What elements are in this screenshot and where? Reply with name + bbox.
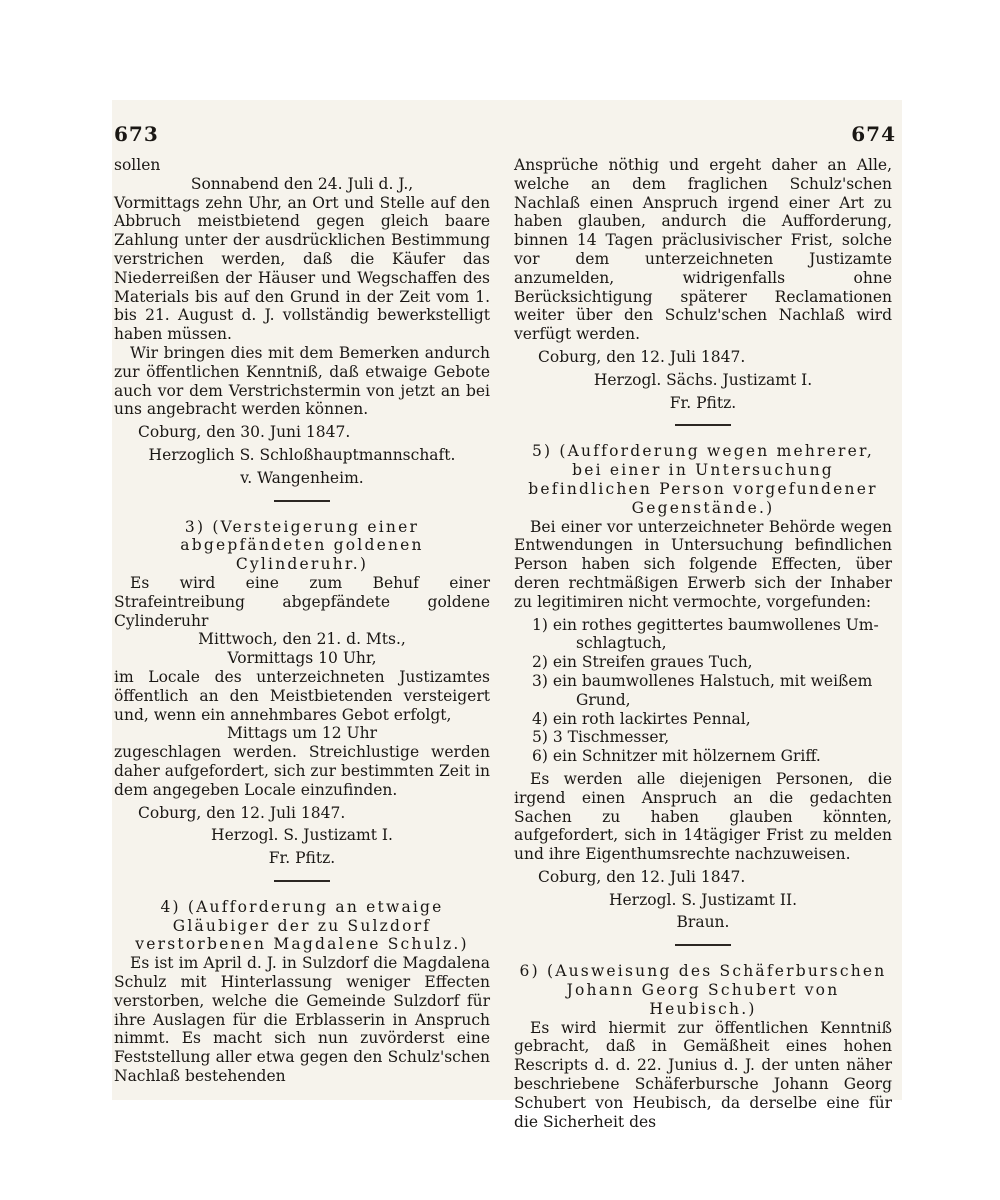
right-column bbox=[514, 156, 892, 1131]
paragraph: zugeschlagen werden. Streichlustige werden daher aufgefordert, sich zur bestimmten Zeit in dem angegeben Locale einzufinden. bbox=[114, 743, 490, 799]
item-list bbox=[514, 616, 892, 766]
list-item: 1) ein rothes gegittertes baumwollenes Um- bbox=[532, 615, 879, 634]
authority-signature: Herzoglich S. Schloßhauptmannschaft. bbox=[148, 445, 456, 464]
page-number-right: 674 bbox=[851, 122, 896, 146]
notice-heading: 4) (Aufforderung an etwaige Gläubiger der zu Sulzdorf verstorbenen Magdalene Schulz.) bbox=[135, 897, 469, 954]
authority-signature: Herzogl. Sächs. Justizamt I. bbox=[593, 370, 813, 389]
section-divider bbox=[274, 500, 330, 502]
signatory-name: Fr. Pfitz. bbox=[669, 393, 737, 412]
list-item: 6) ein Schnitzer mit hölzernem Griff. bbox=[532, 747, 821, 766]
section-divider bbox=[274, 880, 330, 882]
paragraph: Es wird eine zum Behuf einer Strafeintreibung abgepfändete goldene Cylinderuhr bbox=[114, 573, 490, 630]
signatory-name: v. Wangenheim. bbox=[240, 468, 364, 487]
paragraph: Es ist im April d. J. in Sulzdorf die Magdalena Schulz mit Hinterlassung weniger Effecten verstorben, welche die Gemeinde Sulzdorf für ihre Auslagen für die Erblasserin in Anspruch nimmt. Es macht sich nun zuvörderst eine Feststellung aller etwa gegen den Schulz'schen Nachlaß bestehenden bbox=[114, 954, 490, 1086]
paragraph: Vormittags zehn Uhr, an Ort und Stelle auf den Abbruch meistbietend gegen gleich baare Zahlung unter der ausdrücklichen Bestimmung verstrichen werden, daß die Käufer das Niederreißen der Häuser und Wegschaffen des Materials bis auf den Grund in der Zeit vom 1. bis 21. August d. J. vollständig bewerkstelligt haben müssen. bbox=[114, 193, 490, 344]
paragraph: Wir bringen dies mit dem Bemerken andurch zur öffentlichen Kenntniß, daß etwaige Gebote auch vor dem Verstrichstermin von jetzt an bei uns angebracht werden können. bbox=[114, 343, 490, 419]
list-item: schlagtuch, bbox=[576, 634, 667, 653]
paragraph: Bei einer vor unterzeichneter Behörde wegen Entwendungen in Untersuchung befindlichen Person haben sich folgende Effecten, über deren rechtmäßigen Erwerb sich der Inhaber zu legitimiren nicht vermochte, vorgefunden: bbox=[514, 517, 892, 611]
signatory-name: Fr. Pfitz. bbox=[268, 849, 336, 868]
list-item: 5) 3 Tischmesser, bbox=[532, 728, 670, 747]
scanned-page bbox=[112, 100, 902, 1131]
signatory-name: Braun. bbox=[676, 913, 730, 932]
list-item: 4) ein roth lackirtes Pennal, bbox=[532, 709, 751, 728]
place-date: Coburg, den 12. Juli 1847. bbox=[138, 803, 346, 822]
paragraph: Es wird hiermit zur öffentlichen Kenntniß gebracht, daß in Gemäßheit eines hohen Rescripts d. d. 22. Junius d. J. der unten näher beschriebene Schäferbursche Johann Georg Schubert von Heubisch, da derselbe eine für die Sicherheit des bbox=[514, 1018, 892, 1131]
auction-time: Mittags um 12 Uhr bbox=[226, 724, 378, 743]
place-date: Coburg, den 12. Juli 1847. bbox=[538, 867, 746, 886]
auction-date: Mittwoch, den 21. d. Mts., bbox=[198, 630, 406, 649]
authority-signature: Herzogl. S. Justizamt II. bbox=[608, 890, 798, 909]
place-date: Coburg, den 30. Juni 1847. bbox=[138, 423, 351, 442]
notice-heading: 6) (Ausweisung des Schäferburschen Johann Georg Schubert von Heubisch.) bbox=[519, 962, 887, 1018]
auction-date: Sonnabend den 24. Juli d. J., bbox=[190, 174, 414, 193]
paragraph: im Locale des unterzeichneten Justizamtes öffentlich an den Meistbietenden versteigert und, wenn ein annehmbares Gebot erfolgt, bbox=[114, 667, 490, 724]
section-divider bbox=[675, 944, 731, 946]
list-item: Grund, bbox=[576, 690, 631, 709]
paragraph: Ansprüche nöthig und ergeht daher an Alle, welche an dem fraglichen Schulz'schen Nachlaß einen Anspruch irgend einer Art zu haben glauben, andurch die Aufforderung, binnen 14 Tagen präclusivischer Frist, solche vor dem unterzeichneten Justizamte anzumelden, widrigenfalls ohne Berücksichtigung späterer Reclamationen weiter über den Schulz'schen Nachlaß wird verfügt werden. bbox=[514, 156, 892, 344]
left-column bbox=[114, 156, 490, 1086]
text-line: sollen bbox=[114, 156, 161, 174]
section-divider bbox=[675, 424, 731, 426]
paragraph: Es werden alle diejenigen Personen, die irgend einen Anspruch an die gedachten Sachen zu haben glauben könnten, aufgefordert, sich in 14tägiger Frist zu melden und ihre Eigenthumsrechte nachzuweisen. bbox=[514, 769, 892, 864]
page-number-left: 673 bbox=[114, 122, 159, 146]
list-item: 2) ein Streifen graues Tuch, bbox=[532, 653, 753, 672]
authority-signature: Herzogl. S. Justizamt I. bbox=[211, 826, 393, 845]
auction-time: Vormittags 10 Uhr, bbox=[227, 649, 377, 668]
notice-heading: 3) (Versteigerung einer abgepfändeten goldenen Cylinderuhr.) bbox=[180, 517, 424, 574]
place-date: Coburg, den 12. Juli 1847. bbox=[538, 347, 746, 366]
list-item: 3) ein baumwollenes Halstuch, mit weißem bbox=[532, 671, 873, 690]
notice-heading: 5) (Aufforderung wegen mehrerer, bei einer in Untersuchung befindlichen Person vorgefundener Gegenstände.) bbox=[528, 442, 878, 517]
